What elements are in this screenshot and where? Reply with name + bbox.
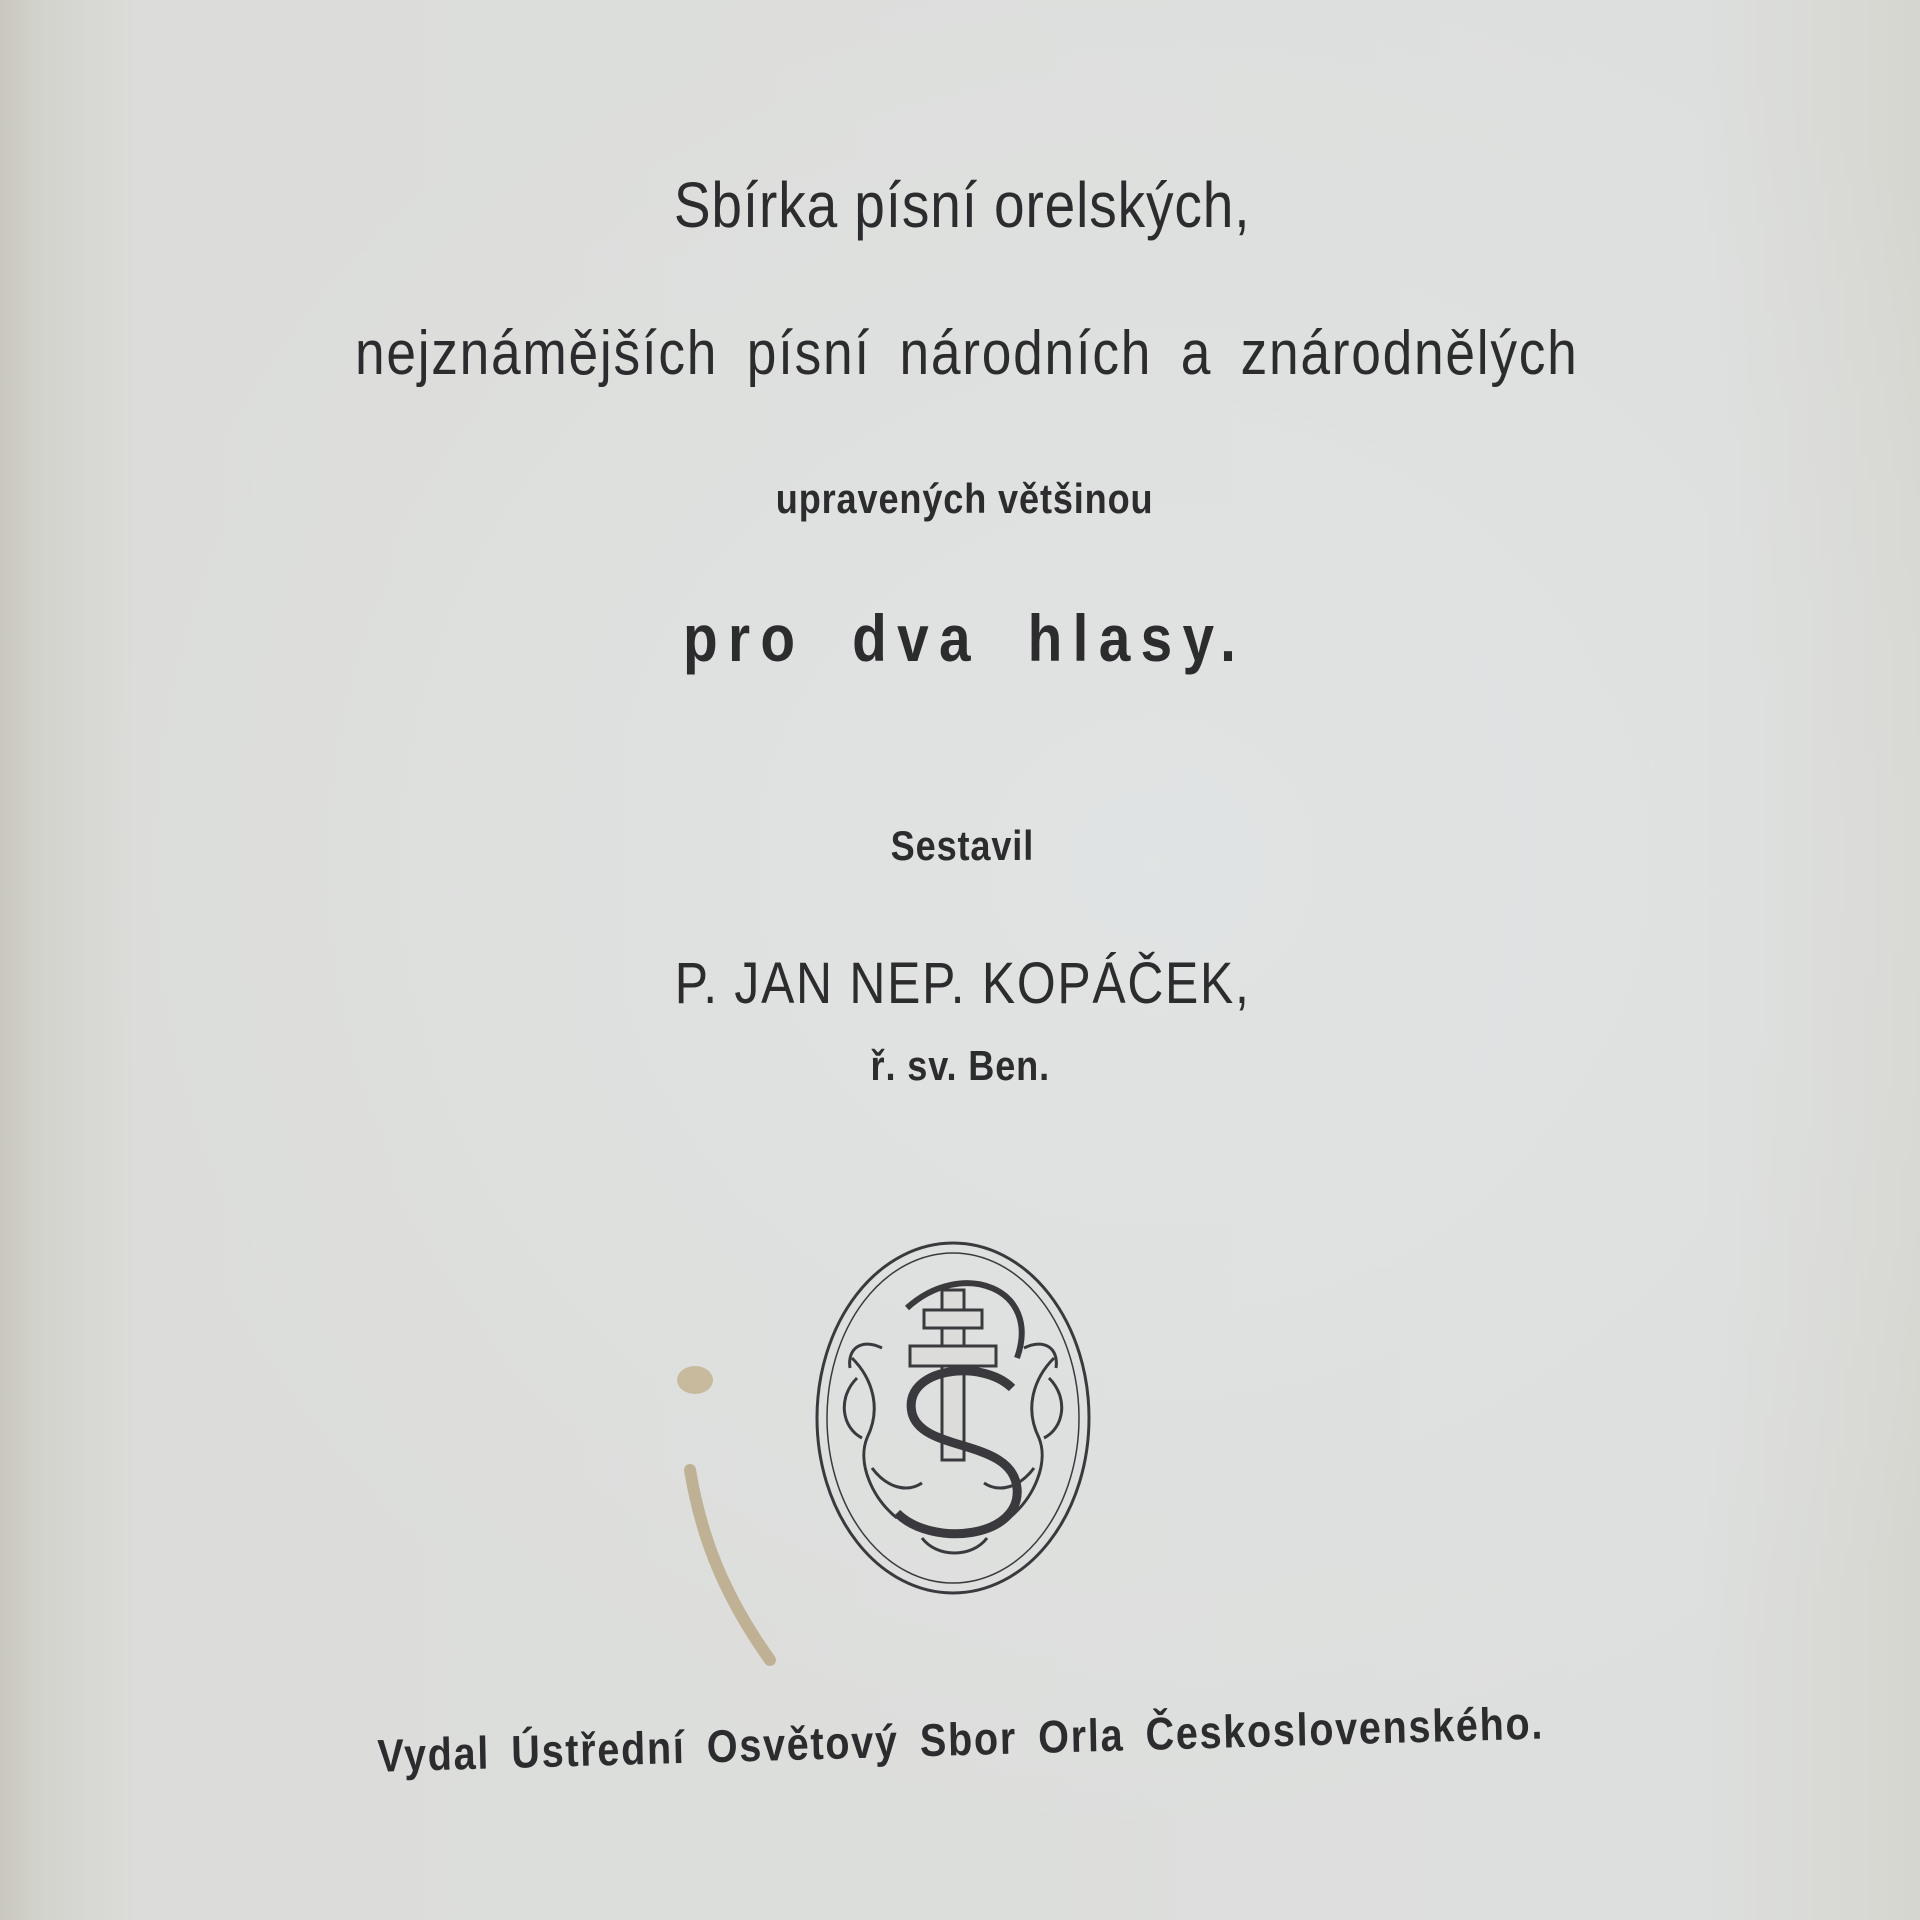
publisher-line: Vydal Ústřední Osvětový Sbor Orla Československého. [376,1696,1545,1782]
author-name: P. JAN NEP. KOPÁČEK, [674,951,1251,1016]
compiled-by-label: Sestavil [890,822,1035,869]
author-order: ř. sv. Ben. [870,1042,1050,1089]
subtitle-line-1: Sbírka písní orelských, [673,169,1251,241]
subtitle-line-3: upravených většinou [775,475,1154,522]
paper-stain [650,1350,800,1680]
orel-emblem-icon [812,1238,1094,1598]
subtitle-line-2: nejznámějších písní národních a znárodnělých [354,319,1579,388]
subtitle-line-4: pro dva hlasy. [682,601,1247,675]
